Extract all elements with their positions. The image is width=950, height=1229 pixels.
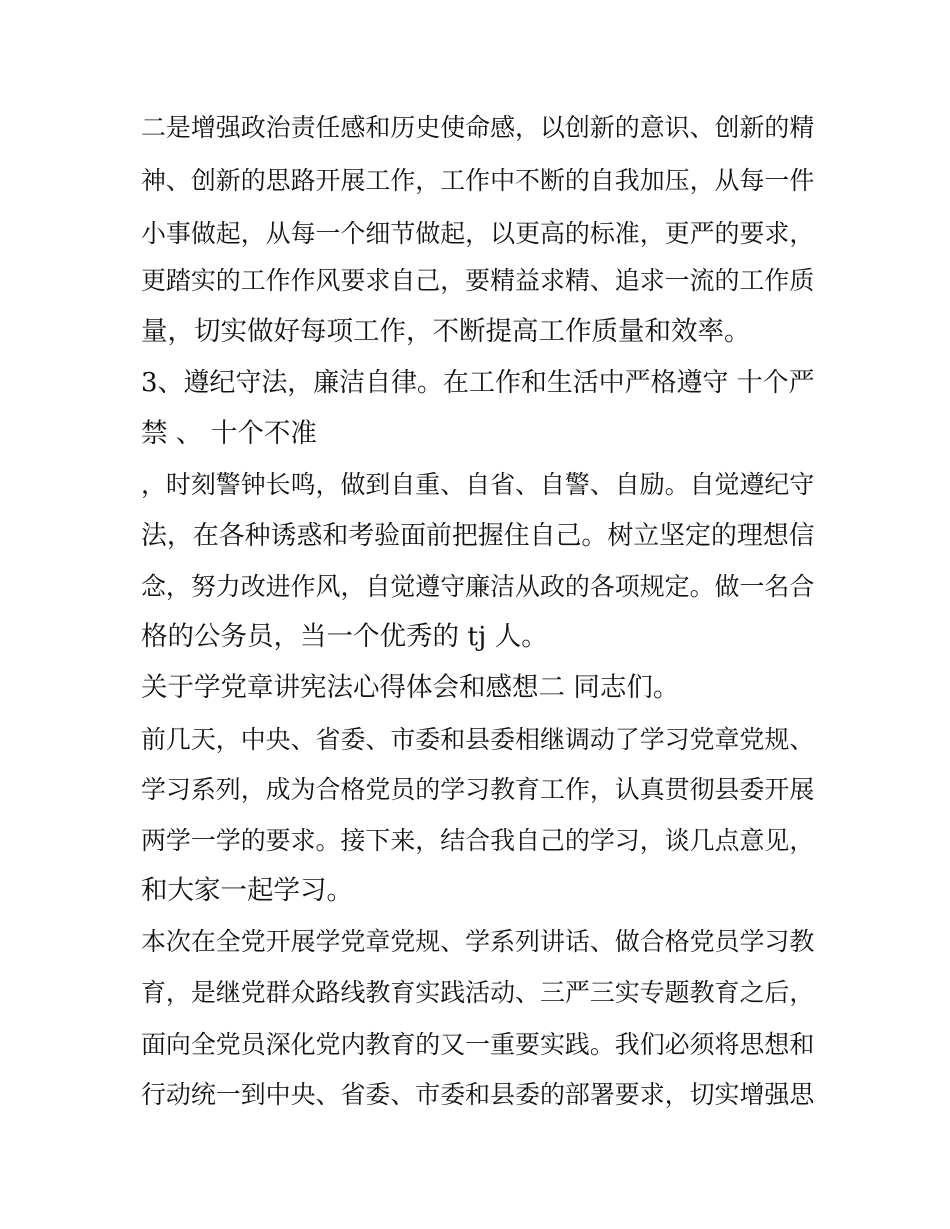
text-line: 念，努力改进作风，自觉遵守廉洁从政的各项规定。做一名合 xyxy=(141,572,815,601)
text-line: 学习系列，成为合格党员的学习教育工作，认真贯彻县委开展 xyxy=(141,775,815,804)
text-line: 格的公务员，当一个优秀的 tj 人。 xyxy=(141,621,548,652)
text-line: 法，在各种诱惑和考验面前把握住自己。树立坚定的理想信 xyxy=(141,521,815,551)
text-line: 育，是继党群众路线教育实践活动、三严三实专题教育之后， xyxy=(141,978,815,1007)
text-line: 行动统一到中央、省委、市委和县委的部署要求，切实增强思 xyxy=(141,1080,815,1109)
text-line: 3、遵纪守法，廉洁自律。在工作和生活中严格遵守 十个严 xyxy=(141,368,815,398)
text-line: 二是增强政治责任感和历史使命感，以创新的意识、创新的精 xyxy=(141,113,815,142)
text-line: 前几天，中央、省委、市委和县委相继调动了学习党章党规、 xyxy=(141,725,815,754)
text-line: 小事做起，从每一个细节做起，以更高的标准，更严的要求， xyxy=(141,219,815,248)
text-line: 神、创新的思路开展工作，工作中不断的自我加压，从每一件 xyxy=(141,166,815,195)
text-line: 面向全党员深化党内教育的又一重要实践。我们必须将思想和 xyxy=(141,1030,815,1059)
text-line: 本次在全党开展学党章党规、学系列讲话、做合格党员学习教 xyxy=(141,927,815,956)
text-line: 禁 、 十个不准 xyxy=(141,418,317,449)
text-line: 量，切实做好每项工作，不断提高工作质量和效率。 xyxy=(141,316,751,347)
text-line: 和大家一起学习。 xyxy=(141,875,353,906)
text-line: ，时刻警钟长鸣，做到自重、自省、自警、自励。自觉遵纪守 xyxy=(141,470,815,499)
text-line: 更踏实的工作作风要求自己，要精益求精、追求一流的工作质 xyxy=(141,266,815,295)
text-line: 关于学党章讲宪法心得体会和感想二 同志们。 xyxy=(141,672,680,703)
text-line: 两学一学的要求。接下来，结合我自己的学习，谈几点意见， xyxy=(141,826,815,855)
